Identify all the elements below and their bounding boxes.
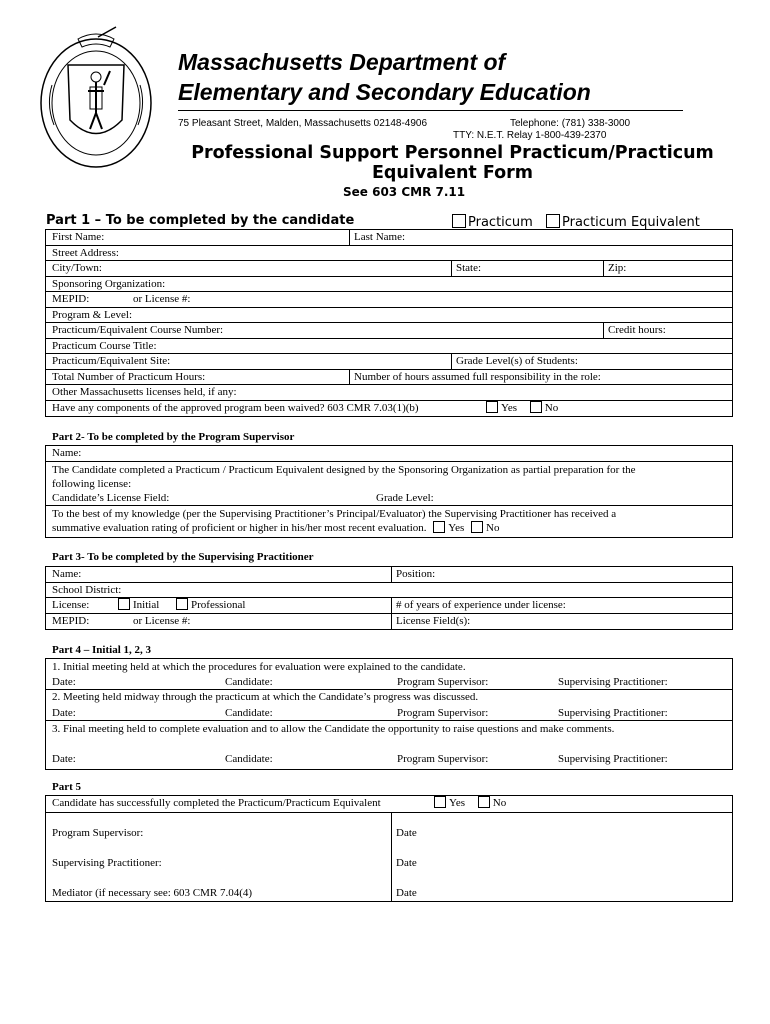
agency-name-line1: Massachusetts Department of — [178, 49, 506, 75]
part1-row-hours — [46, 370, 732, 386]
item2-practitioner-initials[interactable]: Supervising Practitioner: — [558, 707, 668, 719]
mepid-field[interactable]: MEPID: — [52, 293, 90, 305]
evaluation-no-label: No — [486, 521, 500, 534]
part1-row-site — [46, 354, 732, 370]
part3-row-district — [46, 583, 732, 599]
state-field[interactable]: State: — [456, 262, 482, 274]
regulation-reference: See 603 CMR 7.11 — [343, 185, 466, 199]
agency-telephone: Telephone: (781) 338-3000 — [510, 118, 631, 129]
street-address-field[interactable]: Street Address: — [52, 246, 119, 259]
part1-row-sponsor — [46, 277, 732, 293]
part4-item2 — [46, 690, 732, 721]
years-experience-field[interactable]: # of years of experience under license: — [396, 599, 566, 611]
part1-row-course-title — [46, 339, 732, 355]
item1-supervisor-initials[interactable]: Program Supervisor: — [397, 676, 489, 688]
item3-text: 3. Final meeting held to complete evaluation and to allow the Candidate the opportunity to raise questions and make comments. — [52, 723, 615, 735]
license-number-field[interactable]: or License #: — [133, 293, 191, 305]
part1-row-street — [46, 246, 732, 262]
part2-statement2 — [46, 506, 732, 537]
item1-date-field[interactable]: Date: — [52, 676, 76, 688]
item3-candidate-initials[interactable]: Candidate: — [225, 753, 273, 765]
agency-name-line2: Elementary and Secondary Education — [178, 79, 591, 105]
part4-item3 — [46, 721, 732, 769]
waived-no-label: No — [544, 401, 559, 414]
item2-candidate-initials[interactable]: Candidate: — [225, 707, 273, 719]
completed-yes-label: Yes — [449, 797, 466, 809]
statement2-line2: summative evaluation rating of proficient or higher in his/her most recent evaluation. — [52, 521, 427, 534]
practicum-site-field[interactable]: Practicum/Equivalent Site: — [52, 355, 171, 367]
statement2-line1: To the best of my knowledge (per the Supervising Practitioner’s Principal/Evaluator) the Supervising Practitioner has received a — [52, 507, 617, 520]
grade-levels-field[interactable]: Grade Level(s) of Students: — [456, 355, 578, 367]
practicum-equivalent-option[interactable] — [546, 214, 700, 230]
waived-options — [480, 401, 558, 415]
part1-row-course-number — [46, 323, 732, 339]
part1-heading: Part 1 – To be completed by the candidate — [46, 213, 355, 228]
item1-practitioner-initials[interactable]: Supervising Practitioner: — [558, 676, 668, 688]
part5-table — [45, 795, 733, 902]
part1-table — [45, 229, 733, 417]
completed-options — [428, 796, 506, 811]
zip-field[interactable]: Zip: — [608, 262, 627, 274]
practicum-option[interactable] — [452, 214, 533, 230]
last-name-field[interactable]: Last Name: — [354, 231, 406, 243]
mediator-signature[interactable]: Mediator (if necessary see: 603 CMR 7.04(4) — [52, 887, 253, 899]
part3-row-mepid — [46, 614, 732, 630]
first-name-field[interactable]: First Name: — [52, 231, 105, 243]
completed-no-checkbox[interactable] — [478, 796, 490, 808]
mediator-date[interactable]: Date — [396, 887, 417, 899]
part1-row-other-licenses — [46, 385, 732, 401]
full-responsibility-hours-field[interactable]: Number of hours assumed full responsibility in the role: — [354, 370, 601, 383]
part4-heading: Part 4 – Initial 1, 2, 3 — [52, 644, 151, 656]
agency-tty: TTY: N.E.T. Relay 1-800-439-2370 — [453, 130, 607, 141]
license-fields-field[interactable]: License Field(s): — [396, 614, 471, 627]
part2-statement1 — [46, 462, 732, 506]
course-number-field[interactable]: Practicum/Equivalent Course Number: — [52, 324, 224, 336]
form-title — [0, 143, 770, 183]
part3-row-name — [46, 567, 732, 583]
evaluation-no-checkbox[interactable] — [471, 521, 483, 533]
item3-supervisor-initials[interactable]: Program Supervisor: — [397, 753, 489, 765]
part2-heading: Part 2- To be completed by the Program Supervisor — [52, 431, 295, 443]
candidate-license-field[interactable]: Candidate’s License Field: — [52, 491, 170, 504]
completed-question: Candidate has successfully completed the Practicum/Practicum Equivalent — [52, 797, 381, 809]
completed-no-label: No — [492, 797, 507, 809]
program-level-field[interactable]: Program & Level: — [52, 308, 133, 321]
initial-license-checkbox[interactable] — [118, 598, 130, 610]
practicum-checkbox[interactable] — [452, 214, 466, 228]
evaluation-yes-checkbox[interactable] — [433, 521, 445, 533]
part2-row-name — [46, 446, 732, 462]
practicum-equivalent-checkbox[interactable] — [546, 214, 560, 228]
item2-supervisor-initials[interactable]: Program Supervisor: — [397, 707, 489, 719]
completed-yes-checkbox[interactable] — [434, 796, 446, 808]
part1-row-name — [46, 230, 732, 246]
city-field[interactable]: City/Town: — [52, 262, 102, 274]
statement1-line1: The Candidate completed a Practicum / Practicum Equivalent designed by the Sponsoring Organization as partial preparation for the — [52, 463, 636, 476]
form-title-line1: Professional Support Personnel Practicum/Practicum — [191, 143, 714, 163]
item3-date-field[interactable]: Date: — [52, 753, 76, 765]
part2-table — [45, 445, 733, 538]
credit-hours-field[interactable]: Credit hours: — [608, 324, 666, 336]
license-type-options — [112, 598, 245, 612]
item1-candidate-initials[interactable]: Candidate: — [225, 676, 273, 688]
practitioner-name-field[interactable]: Name: — [52, 568, 82, 580]
supervising-practitioner-date[interactable]: Date — [396, 857, 417, 869]
part4-table — [45, 658, 733, 770]
grade-level-field[interactable]: Grade Level: — [376, 491, 434, 504]
part4-item1 — [46, 659, 732, 690]
course-title-field[interactable]: Practicum Course Title: — [52, 339, 157, 352]
item2-date-field[interactable]: Date: — [52, 707, 76, 719]
part3-row-license — [46, 598, 732, 614]
waived-yes-checkbox[interactable] — [486, 401, 498, 413]
part5-completed-row — [46, 796, 732, 813]
agency-address: 75 Pleasant Street, Malden, Massachusetts 02148-4906 — [178, 118, 428, 129]
practicum-label: Practicum — [468, 215, 533, 230]
item1-text: 1. Initial meeting held at which the procedures for evaluation were explained to the candidate. — [52, 661, 466, 673]
license-label: License: — [52, 599, 90, 611]
item3-practitioner-initials[interactable]: Supervising Practitioner: — [558, 753, 668, 765]
professional-license-checkbox[interactable] — [176, 598, 188, 610]
part3-heading: Part 3- To be completed by the Supervising Practitioner — [52, 551, 314, 563]
statement1-line2: following license: — [52, 477, 132, 490]
program-supervisor-name-field[interactable]: Name: — [52, 447, 82, 459]
practitioner-mepid-field[interactable]: MEPID: — [52, 614, 90, 627]
program-supervisor-signature[interactable]: Program Supervisor: — [52, 827, 144, 839]
waived-no-checkbox[interactable] — [530, 401, 542, 413]
other-licenses-field[interactable]: Other Massachusetts licenses held, if any: — [52, 386, 237, 398]
part3-table — [45, 566, 733, 630]
part5-divider — [391, 813, 392, 901]
part1-row-city — [46, 261, 732, 277]
program-supervisor-date[interactable]: Date — [396, 827, 417, 839]
header-divider — [178, 110, 683, 111]
waived-question: Have any components of the approved program been waived? 603 CMR 7.03(1)(b) — [52, 401, 419, 414]
form-title-line2: Equivalent Form — [371, 163, 534, 183]
part1-row-waived — [46, 401, 732, 417]
item2-text: 2. Meeting held midway through the practicum at which the Candidate’s progress was discussed. — [52, 691, 479, 703]
part5-heading: Part 5 — [52, 781, 82, 793]
sponsoring-organization-field[interactable]: Sponsoring Organization: — [52, 277, 166, 290]
professional-license-label: Professional — [191, 599, 246, 611]
evaluation-yes-label: Yes — [448, 521, 465, 534]
practitioner-license-number-field[interactable]: or License #: — [133, 614, 191, 627]
part1-row-program — [46, 308, 732, 324]
waived-yes-label: Yes — [501, 401, 518, 414]
school-district-field[interactable]: School District: — [52, 583, 122, 596]
initial-license-label: Initial — [133, 599, 160, 611]
position-field[interactable]: Position: — [396, 568, 436, 580]
practicum-equivalent-label: Practicum Equivalent — [562, 215, 700, 230]
supervising-practitioner-signature[interactable]: Supervising Practitioner: — [52, 857, 162, 869]
total-hours-field[interactable]: Total Number of Practicum Hours: — [52, 370, 206, 383]
part1-row-mepid — [46, 292, 732, 308]
